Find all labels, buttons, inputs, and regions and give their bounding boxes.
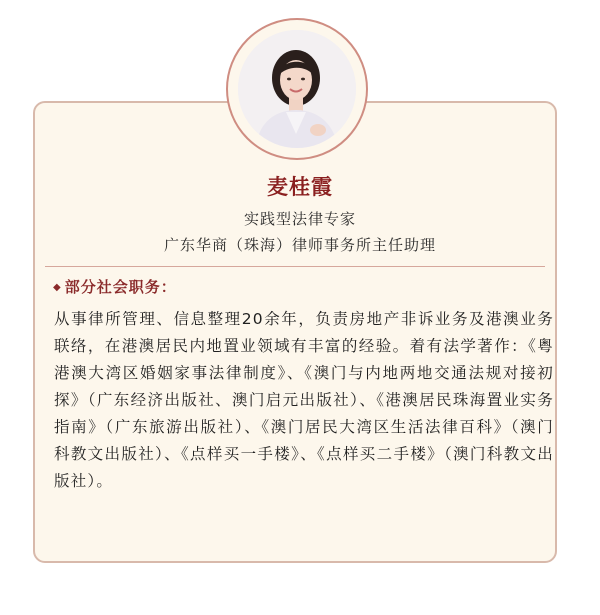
section-heading-text: 部分社会职务： <box>64 278 177 296</box>
expert-position: 广东华商（珠海）律师事务所主任助理 <box>163 236 436 254</box>
divider <box>45 266 545 267</box>
portrait-photo-icon <box>238 30 356 148</box>
section-heading <box>53 276 177 297</box>
bio-text: 从事律所管理、信息整理20余年，负责房地产非诉业务及港澳业务联络，在港澳居民内地置业领域有丰富的经验。着有法学著作：《粤港澳大湾区婚姻家事法律制度》、《澳门与内地两地交通法规对接初探》（广东经济出版社、澳门启元出版社）、《港澳居民珠海置业实务指南》（广东旅游出版社）、《澳门居民大湾区生活法律百科》（澳门科教文出版社）、《点样买一手楼》、《点样买二手楼》（澳门科教文出版社）。 <box>54 310 554 490</box>
expert-name: 麦桂霞 <box>267 175 333 199</box>
diamond-icon: ◆ <box>53 282 62 293</box>
avatar <box>238 30 356 148</box>
expert-title: 实践型法律专家 <box>243 210 356 228</box>
